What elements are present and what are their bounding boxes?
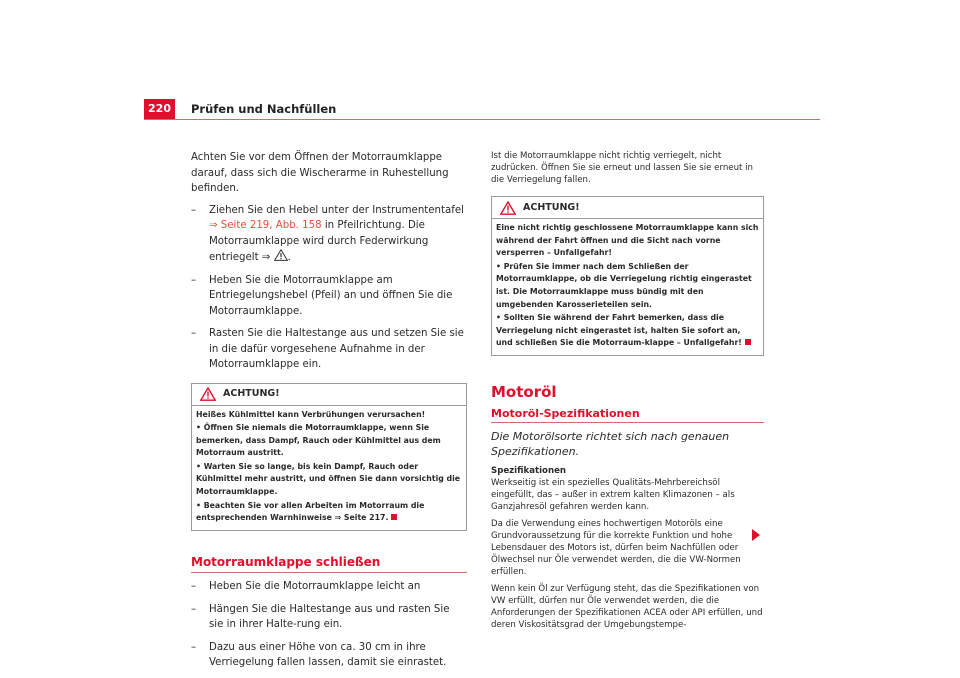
step-text: Heben Sie die Motorraumklappe leicht an: [209, 581, 421, 593]
warning-lead: Eine nicht richtig geschlossene Motorraumklappe kann sich während der Fahrt öffnen und die Sicht nach vorne versperren – Unfallgefahr!: [496, 223, 759, 258]
page-number: 220: [144, 99, 175, 119]
warning-lead: Heißes Kühlmittel kann Verbrühungen verursachen!: [196, 409, 426, 419]
warning-bullet: [196, 500, 462, 525]
warning-triangle-icon: [200, 387, 216, 401]
warning-bullet: [496, 312, 759, 350]
step-dash: –: [191, 641, 197, 653]
chapter-title: Motoröl: [491, 382, 557, 401]
bullet-glyph: •: [496, 313, 501, 323]
close-step-1: [191, 579, 467, 595]
end-mark: [745, 339, 751, 345]
warning-header: [492, 197, 763, 219]
spec-label: Spezifikationen: [491, 465, 567, 476]
lead-sentence: Die Motorölsorte richtet sich nach genauen Spezifikationen.: [491, 429, 730, 458]
step-text: Rasten Sie die Haltestange aus und setzen Sie sie in die dafür vorgesehene Aufnahme in der Motorraumklappe ein.: [209, 328, 464, 370]
open-step-3: [191, 326, 467, 373]
close-step-3: [191, 640, 467, 671]
step-text: Heben Sie die Motorraumklappe am Entriegelungshebel (Pfeil) an und öffnen Sie die Motorraumklappe.: [209, 274, 453, 317]
bullet-glyph: •: [196, 423, 201, 433]
body-paragraph: Wenn kein Öl zur Verfügung steht, das die Spezifikationen von VW erfüllt, dürfen nur Öle verwendet werden, die die Anforderungen der Spezifikationen ACEA oder API erfüllen, und deren Viskositätsgrad der Umgebungstempe-: [491, 583, 763, 630]
warning-body: [492, 219, 763, 355]
step-text: Ziehen Sie den Hebel unter der Instrumententafel: [209, 204, 464, 216]
step-dash: –: [191, 274, 197, 286]
warning-bullet-text: Prüfen Sie immer nach dem Schließen der Motorraumklappe, ob die Verriegelung richtig eingerastet ist. Die Motorraumklappe muss bündig mit den umgebenden Karosserieteilen sein.: [496, 261, 752, 309]
step-dash: –: [191, 581, 197, 593]
warning-bullet-text: Warten Sie so lange, bis kein Dampf, Rauch oder Kühlmittel mehr austritt, und öffnen Sie dann vorsichtig die Motorraumklappe.: [196, 461, 461, 497]
step-dash: –: [191, 603, 197, 615]
bullet-glyph: •: [496, 261, 501, 271]
warning-box: [191, 383, 467, 531]
step-text: Hängen Sie die Haltestange aus und rasten Sie sie in ihrer Halte-rung ein.: [209, 603, 450, 631]
warning-triangle-icon: [500, 201, 516, 215]
page-reference-link[interactable]: ⇒ Seite 219, Abb. 158: [209, 220, 322, 231]
body-paragraph: Da die Verwendung eines hochwertigen Motoröls eine Grundvoraussetzung für die korrekte Funktion und hohe Lebensdauer des Motors ist, dürfen beim Nachfüllen oder Ölwechsel nur Öle verwendet werden, die die VW-Normen erfüllen.: [491, 518, 741, 577]
warning-box: [491, 196, 764, 356]
section-title: Motoröl-Spezifikationen: [491, 408, 764, 423]
end-mark: [391, 514, 397, 520]
close-step-2: [191, 602, 467, 633]
warning-bullet: [196, 422, 462, 460]
body-paragraph: Werkseitig ist ein spezielles Qualitäts-Mehrbereichsöl eingefüllt, das – außer in extrem kalten Klimazonen – als Ganzjahresöl gefahren werden kann.: [491, 477, 735, 512]
warning-header: [192, 384, 466, 406]
step-dash: –: [191, 204, 197, 216]
step-text: Dazu aus einer Höhe von ca. 30 cm in ihre Verriegelung fallen lassen, damit sie einrastet.: [209, 641, 447, 669]
warning-title: ACHTUNG!: [523, 201, 580, 213]
step-text: in Pfeilrichtung. Die Motorraumklappe wird durch Federwirkung entriegelt ⇒: [209, 220, 429, 263]
warning-bullet-text: Beachten Sie vor allen Arbeiten im Motorraum die entsprechenden Warnhinweise ⇒ Seite 217.: [196, 500, 425, 523]
next-page-arrow-icon[interactable]: [752, 529, 760, 541]
open-step-2: [191, 273, 467, 320]
step-dash: –: [191, 328, 197, 339]
bullet-glyph: •: [196, 461, 201, 471]
open-step-1: [191, 203, 467, 266]
warning-bullet-text: Sollten Sie während der Fahrt bemerken, dass die Verriegelung nicht eingerastet ist, halten Sie sofort an, und schließen Sie die Motorraum-klappe – Unfallgefahr!: [496, 313, 742, 348]
running-header-title: Prüfen und Nachfüllen: [191, 102, 337, 116]
intro-paragraph: Achten Sie vor dem Öffnen der Motorraumklappe darauf, dass sich die Wischerarme in Ruhestellung befinden.: [191, 152, 449, 194]
warning-bullet: [496, 261, 759, 311]
warning-bullet-text: Öffnen Sie niemals die Motorraumklappe, wenn Sie bemerken, dass Dampf, Rauch oder Kühlmittel aus dem Motorraum austritt.: [196, 423, 441, 458]
warning-triangle-icon: [274, 249, 288, 261]
header-rule: [144, 119, 820, 120]
section-title: Motorraumklappe schließen: [191, 555, 467, 574]
warning-title: ACHTUNG!: [223, 388, 280, 400]
warning-bullet: [196, 461, 462, 499]
intro-paragraph: Ist die Motorraumklappe nicht richtig verriegelt, nicht zudrücken. Öffnen Sie sie erneut und lassen Sie sie erneut in die Verriegelung fallen.: [491, 151, 753, 185]
bullet-glyph: •: [196, 500, 201, 510]
warning-body: [192, 406, 466, 530]
step-text: .: [287, 252, 291, 263]
right-column: [491, 150, 764, 636]
left-column: [191, 150, 467, 678]
